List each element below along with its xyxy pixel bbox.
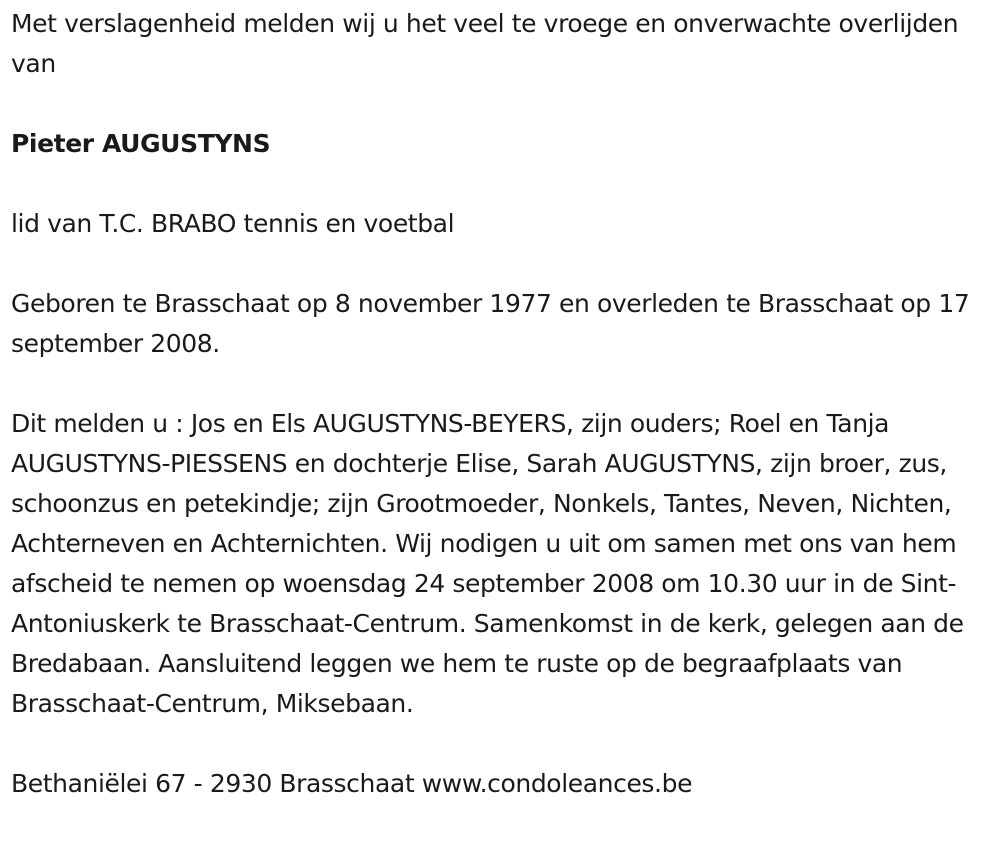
obituary-notice [11, 4, 986, 804]
announcement-text: Dit melden u : Jos en Els AUGUSTYNS-BEYERS, zijn ouders; Roel en Tanja AUGUSTYNS-PIESSENS en dochterje Elise, Sarah AUGUSTYNS, zijn broer, zus, schoonzus en petekindje; zijn Grootmoeder, Nonkels, Tantes, Neven, Nichten, Achterneven en Achternichten. Wij nodigen u uit om samen met ons van hem afscheid te nemen op woensdag 24 september 2008 om 10.30 uur in de Sint-Antoniuskerk te Brasschaat-Centrum. Samenkomst in de kerk, gelegen aan de Bredabaan. Aansluitend leggen we hem te ruste op de begraafplaats van Brasschaat-Centrum, Miksebaan. [11, 409, 964, 718]
intro-text: Met verslagenheid melden wij u het veel te vroege en onverwachte overlijden van [11, 9, 959, 78]
address-text: Bethaniëlei 67 - 2930 Brasschaat [11, 769, 415, 798]
birth-death-text: Geboren te Brasschaat op 8 november 1977 en overleden te Brasschaat op 17 september 2008. [11, 289, 970, 358]
contact-line [11, 764, 986, 804]
deceased-name: Pieter AUGUSTYNS [11, 129, 271, 158]
website-text: www.condoleances.be [421, 769, 693, 798]
membership-text: lid van T.C. BRABO tennis en voetbal [11, 209, 455, 238]
